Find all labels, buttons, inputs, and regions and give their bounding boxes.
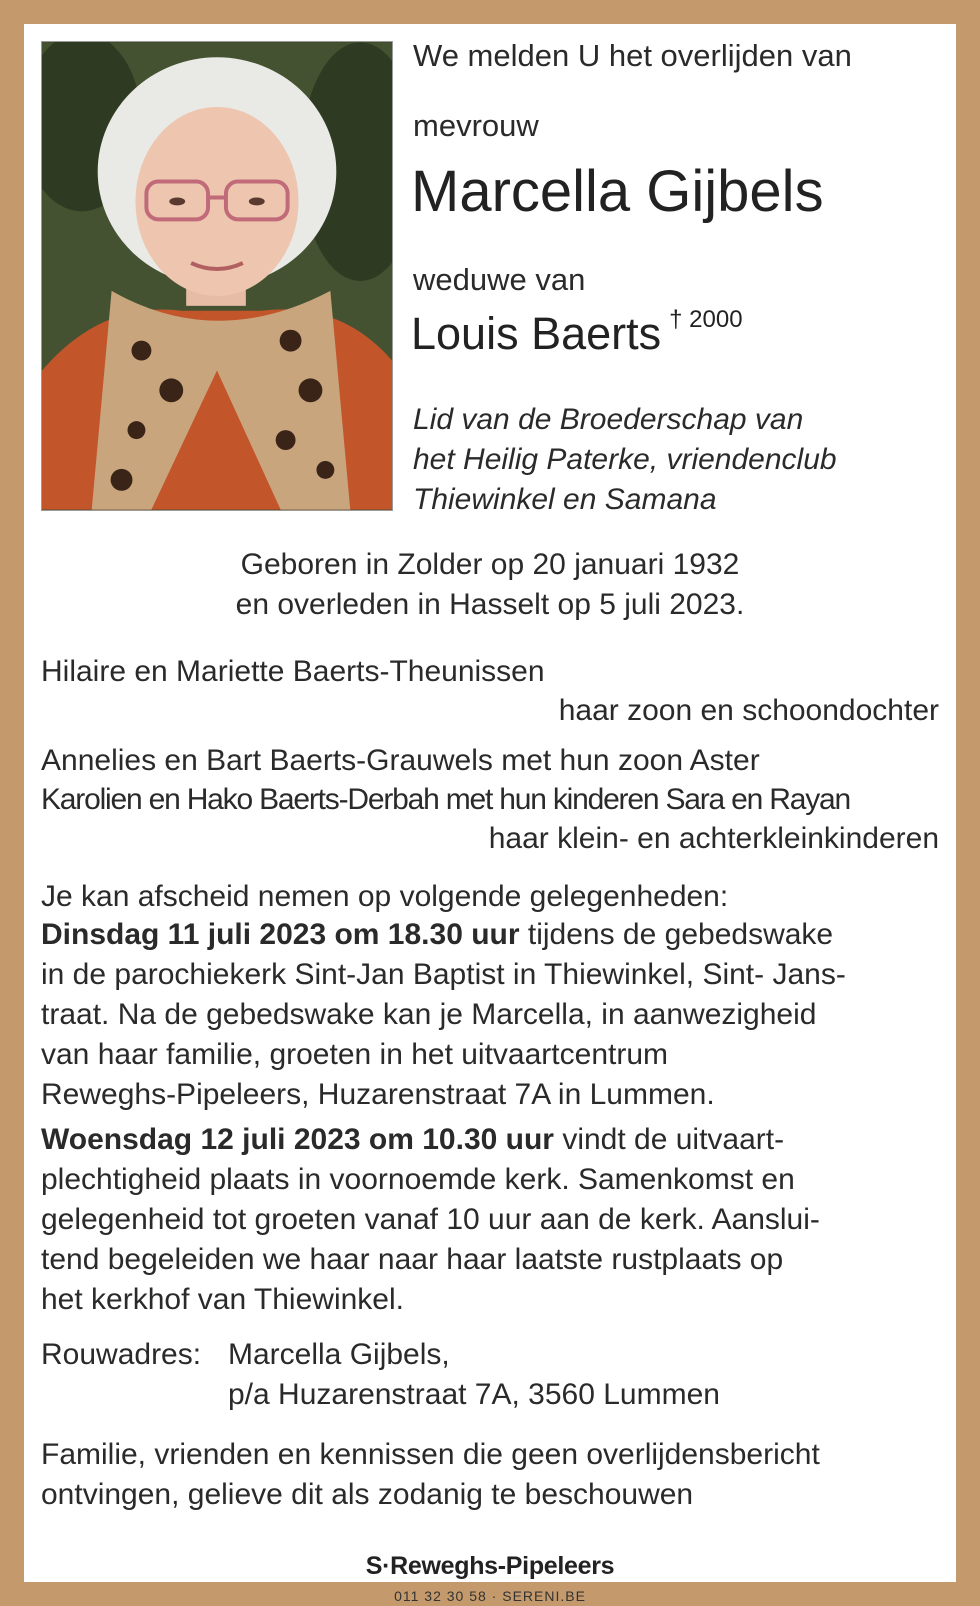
birth-line: Geboren in Zolder op 20 januari 1932: [240, 548, 740, 581]
funeral-text: het kerkhof van Thiewinkel.: [41, 1283, 404, 1316]
funeral-date: Woensdag 12 juli 2023 om 10.30 uur: [41, 1123, 554, 1156]
funeral-text: vindt de uitvaart-: [553, 1123, 785, 1156]
address-line: p/a Huzarenstraat 7A, 3560 Lummen: [228, 1378, 720, 1411]
wake-text: traat. Na de gebedswake kan je Marcella, in aanwezigheid: [41, 998, 817, 1031]
husband-name: Louis Baerts: [411, 308, 662, 359]
wake-text: tijdens de gebedswake: [519, 918, 834, 951]
closing-line: Familie, vrienden en kennissen die geen overlijdensbericht: [41, 1438, 820, 1471]
funeral-text: tend begeleiden we haar naar haar laatste rustplaats op: [41, 1243, 784, 1276]
closing-paragraph: [41, 1435, 941, 1515]
membership-text: [413, 400, 837, 520]
wake-date: Dinsdag 11 juli 2023 om 18.30 uur: [41, 918, 520, 951]
wake-text: van haar familie, groeten in het uitvaartcentrum: [41, 1038, 668, 1071]
wake-paragraph: [41, 915, 941, 1115]
family-grandchildren-relation: haar klein- en achterkleinkinderen: [488, 822, 939, 855]
funeral-home-logo: S·Reweghs-Pipeleers: [365, 1552, 615, 1580]
address-label: Rouwadres:: [41, 1338, 202, 1371]
husband-line: [411, 308, 743, 360]
family-grandchild-line: Karolien en Hako Baerts-Derbah met hun kinderen Sara en Rayan: [41, 783, 850, 816]
family-son-relation: haar zoon en schoondochter: [558, 694, 939, 727]
address-line: Marcella Gijbels,: [228, 1338, 450, 1371]
membership-line: Thiewinkel en Samana: [413, 483, 717, 516]
announcement-lead: We melden U het overlijden van: [413, 38, 852, 73]
funeral-text: plechtigheid plaats in voornoemde kerk. Samenkomst en: [41, 1163, 795, 1196]
funeral-text: gelegenheid tot groeten vanaf 10 uur aan de kerk. Aanslui-: [41, 1203, 820, 1236]
funeral-paragraph: [41, 1120, 941, 1320]
wake-text: in de parochiekerk Sint-Jan Baptist in Thiewinkel, Sint- Jans-: [41, 958, 846, 991]
widow-of-label: weduwe van: [413, 262, 586, 297]
deceased-title: mevrouw: [413, 108, 539, 143]
wake-text: Reweghs-Pipeleers, Huzarenstraat 7A in Lummen.: [41, 1078, 715, 1111]
deceased-name: Marcella Gijbels: [411, 159, 824, 224]
membership-line: Lid van de Broederschap van: [413, 403, 804, 436]
funeral-home-contact: 011 32 30 58 · SERENI.BE: [394, 1588, 586, 1604]
membership-line: het Heilig Paterke, vriendenclub: [413, 443, 837, 476]
farewell-intro: Je kan afscheid nemen op volgende gelegenheden:: [41, 880, 729, 913]
family-grandchild-line: Annelies en Bart Baerts-Grauwels met hun zoon Aster: [41, 744, 760, 777]
family-son-names: Hilaire en Mariette Baerts-Theunissen: [41, 655, 545, 688]
closing-line: ontvingen, gelieve dit als zodanig te beschouwen: [41, 1478, 694, 1511]
death-line: en overleden in Hasselt op 5 juli 2023.: [235, 588, 745, 621]
husband-death-year: † 2000: [669, 306, 743, 333]
portrait-photo: [41, 41, 393, 511]
